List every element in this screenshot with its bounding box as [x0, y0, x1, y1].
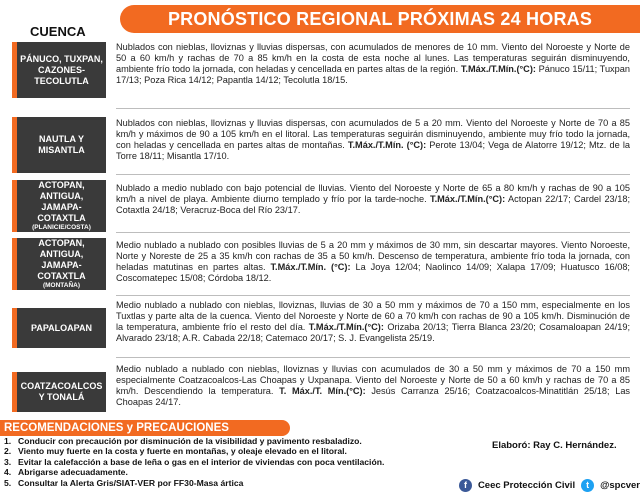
recommendations-list	[4, 436, 444, 488]
item-text: Conducir con precaución por disminución de la visibilidad y pavimento resbaladizo.	[18, 436, 362, 446]
temp-values: La Joya 12/04; Naolinco 14/09; Xalapa 17/09; Huatusco 16/08; Coscomatepec 15/08; Córdoba 18/12.	[116, 262, 630, 283]
region-name: NAUTLA Y MISANTLA	[38, 134, 85, 155]
twitter-icon[interactable]: t	[581, 479, 594, 492]
twitter-handle[interactable]: @spcver	[600, 479, 640, 491]
item-text: Viento muy fuerte en la costa y fuerte en montañas, y oleaje elevado en el litoral.	[18, 446, 347, 457]
region-name: ACTOPAN, ANTIGUA, JAMAPA-COTAXTLA	[37, 180, 86, 223]
temp-label: T.Máx./T.Mín.(°C):	[460, 64, 536, 74]
region-subtitle: (PLANICIE/COSTA)	[32, 224, 91, 231]
region-forecast-actopan-costa	[116, 183, 630, 216]
recommendations-title: RECOMENDACIONES y PRECAUCIONES	[4, 422, 229, 434]
region-forecast-panuco	[116, 42, 630, 86]
item-number: 4.	[4, 467, 12, 478]
divider	[116, 357, 630, 358]
temp-label: T.Máx./T.Mín. (°C):	[270, 262, 351, 272]
region-label-actopan-costa	[12, 180, 106, 232]
divider	[116, 232, 630, 233]
item-number: 3.	[4, 456, 12, 467]
region-name: PAPALOAPAN	[30, 322, 92, 333]
temp-values: Pánuco 15/11; Tuxpan 17/13; Poza Rica 14/12; Papantla 14/12; Tecolutla 18/15.	[116, 64, 630, 85]
region-name: COATZACOALCOS Y TONALÁ	[20, 381, 103, 402]
temp-label: T. Máx./T. Mín.(°C):	[279, 386, 366, 396]
divider	[116, 174, 630, 175]
page-title-banner	[120, 5, 640, 33]
forecast-text: Medio nublado a nublado con nieblas, lloviznas y lluvias con acumulados de 30 a 50 mm y máximos de 70 a 150 mm especialmente Coatzacoalcos-Las Choapas y Uxpanapa. Viento del Noroeste y Norte de 50 a 60 km/h y rachas de 70 a 85 km/h. Descendiendo la temperatura.	[116, 364, 630, 396]
temp-label: T.Máx./T.Mín.(°C):	[430, 194, 506, 204]
region-forecast-actopan-montana	[116, 240, 630, 284]
forecast-text: Medio nublado a nublado con posibles lluvias de 5 a 20 mm y máximos de 30 mm, sin descartar mayores. Viento Noroeste, Norte y Noreste de 25 a 35 km/h con rachas de 35 a 50 km/h. Descenso de temperatura, ambiente frío toda la jornada, con heladas matutinas en partes altas.	[116, 240, 630, 272]
list-item	[4, 467, 444, 477]
item-text: Abrigarse adecuadamente.	[18, 467, 128, 478]
facebook-icon[interactable]: f	[459, 479, 472, 492]
divider	[116, 108, 630, 109]
recommendations-banner	[0, 420, 290, 436]
region-subtitle: (MONTAÑA)	[42, 282, 81, 289]
region-label-coatzacoalcos	[12, 372, 106, 412]
item-number: 2.	[4, 446, 12, 457]
section-label: CUENCA	[30, 24, 86, 39]
item-text: Consultar la Alerta Gris/SIAT-VER por FF30-Masa ártica	[18, 477, 244, 488]
region-name: ACTOPAN, ANTIGUA, JAMAPA-COTAXTLA	[37, 238, 86, 281]
list-item	[4, 436, 444, 446]
temp-values: Actopan 22/17; Cardel 23/18; Cotaxtla 24/18; Veracruz-Boca del Río 23/17.	[116, 194, 630, 215]
forecast-text: Medio nublado a nublado con nieblas, lloviznas, lluvias de 30 a 50 mm y máximos de 70 a 150 mm, especialmente en los Tuxtlas y parte alta de la cuenca. Viento del Noroeste y Norte de 60 a 70 km/h con rachas de 90 a 105 km/h. Disminución de la temperatura, ambiente frío el resto del día.	[116, 300, 630, 332]
list-item	[4, 478, 444, 488]
item-number: 1.	[4, 436, 12, 446]
list-item	[4, 457, 444, 467]
region-label-actopan-montana	[12, 238, 106, 290]
temp-values: Perote 13/04; Vega de Alatorre 19/12; Mtz. de la Torre 18/11; Misantla 17/10.	[116, 140, 630, 161]
forecast-text: Nublados con nieblas, lloviznas y lluvias dispersas, con acumulados de 5 a 20 mm. Viento del Noroeste y Norte de 70 a 85 km/h y máximos de 90 a 105 km/h en el litoral. Las temperaturas seguirán disminuyendo, ambiente muy frío todo la jornada, con heladas y cencellada en partes altas de montañas.	[116, 118, 630, 150]
region-forecast-papaloapan	[116, 300, 630, 344]
social-footer	[440, 474, 640, 496]
region-name: PÁNUCO, TUXPAN, CAZONES-TECOLUTLA	[20, 53, 103, 86]
list-item	[4, 446, 444, 456]
temp-values: Orizaba 20/13; Tierra Blanca 23/20; Cosamaloapan 24/19; Alvarado 23/18; A.R. Cabada 22/18; Catemaco 20/17; S. J. Evangelista 25/19.	[116, 322, 630, 343]
forecast-text: Nublados con nieblas, lloviznas y lluvias dispersas, con acumulados de menores de 10 mm. Viento del Noroeste y Norte de 50 a 60 km/h y rachas de 70 a 85 km/h en la costa de esta noche al lunes. Las temperaturas seguirán disminuyendo, ambiente frío todo la jornada, con heladas y cencellada en partes altas de la región.	[116, 42, 630, 74]
forecast-text: Nublado a medio nublado con bajo potencial de lluvias. Viento del Noroeste y Norte de 65 a 80 km/h y rachas de 90 a 105 km/h a nivel de playa. Ambiente diurno templado y frío por la tarde-noche.	[116, 183, 630, 204]
page-title: PRONÓSTICO REGIONAL PRÓXIMAS 24 HORAS	[167, 8, 593, 29]
divider	[116, 295, 630, 296]
region-label-panuco	[12, 42, 106, 98]
temp-label: T.Máx./T.Mín. (°C):	[347, 140, 427, 150]
item-number: 5.	[4, 477, 12, 488]
region-label-papaloapan	[12, 308, 106, 348]
temp-values: Jesús Carranza 25/16; Coatzacoalcos-Minatitlán 25/18; Las Choapas 24/17.	[116, 386, 631, 407]
region-forecast-nautla	[116, 118, 630, 162]
item-text: Evitar la calefacción a base de leña o gas en el interior de viviendas con poca ventilación.	[18, 456, 385, 467]
facebook-handle[interactable]: Ceec Protección Civil	[477, 479, 576, 491]
author-credit: Elaboró: Ray C. Hernández.	[492, 440, 617, 451]
region-forecast-coatzacoalcos	[116, 364, 630, 408]
region-label-nautla	[12, 117, 106, 173]
temp-label: T.Máx./T.Mín.(°C):	[308, 322, 384, 332]
